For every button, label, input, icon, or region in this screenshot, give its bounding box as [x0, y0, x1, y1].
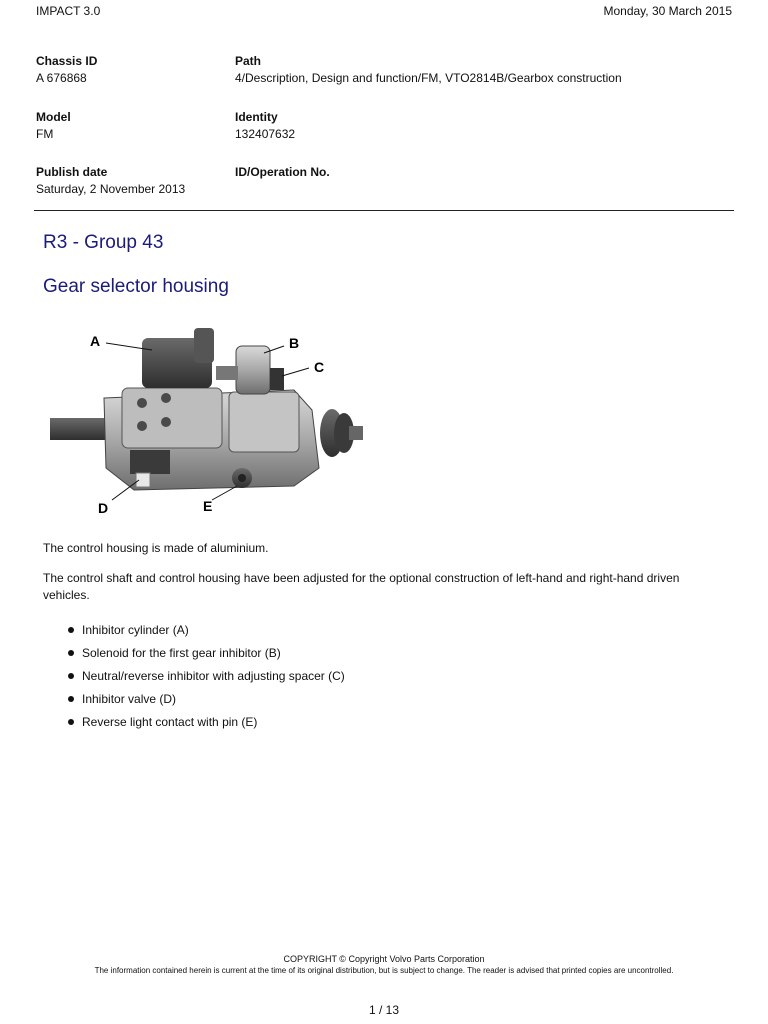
page-number: 1 / 13	[368, 1003, 400, 1017]
bullet-icon	[68, 696, 74, 702]
label-d: D	[98, 500, 109, 516]
operation-block	[235, 165, 330, 182]
list-item: Neutral/reverse inhibitor with adjusting spacer (C)	[68, 666, 345, 689]
list-item: Inhibitor valve (D)	[68, 689, 345, 712]
header-divider	[34, 210, 734, 211]
publish-date-block	[36, 165, 185, 196]
copyright-notice: COPYRIGHT © Copyright Volvo Parts Corporation	[283, 954, 485, 964]
identity-label: Identity	[235, 110, 278, 124]
bullet-icon	[68, 719, 74, 725]
chassis-id-value: A 676868	[36, 71, 87, 85]
list-item: Reverse light contact with pin (E)	[68, 712, 345, 735]
control-shaft-shape	[50, 418, 110, 440]
component-list	[68, 620, 345, 735]
list-item: Inhibitor cylinder (A)	[68, 620, 345, 643]
app-name: IMPACT 3.0	[36, 4, 101, 18]
identity-block	[235, 110, 295, 141]
print-date: Monday, 30 March 2015	[603, 4, 732, 18]
disclaimer: The information contained herein is current at the time of its original distribution, but is subject to change. The reader is advised that printed copies are uncontrolled.	[94, 966, 674, 975]
page-title: Gear selector housing	[43, 276, 229, 297]
path-block	[235, 54, 622, 85]
paragraph-adjustment: The control shaft and control housing have been adjusted for the optional construction of left-hand and right-hand driven vehicles.	[43, 571, 680, 602]
path-value: 4/Description, Design and function/FM, VTO2814B/Gearbox construction	[235, 71, 622, 85]
label-c: C	[314, 359, 325, 375]
model-label: Model	[36, 110, 71, 124]
gear-selector-housing-image	[44, 318, 374, 523]
bullet-icon	[68, 650, 74, 656]
paragraph-material: The control housing is made of aluminium.	[43, 541, 269, 555]
page-header	[36, 4, 732, 20]
group-heading: R3 - Group 43	[43, 232, 164, 253]
label-b: B	[289, 335, 300, 351]
chassis-id-label: Chassis ID	[36, 54, 98, 68]
inhibitor-valve-shape	[130, 450, 170, 474]
path-label: Path	[235, 54, 262, 68]
publish-date-label: Publish date	[36, 165, 108, 179]
publish-date-value: Saturday, 2 November 2013	[36, 182, 186, 196]
neutral-reverse-inhibitor-shape	[270, 368, 284, 390]
cover-plate-shape	[122, 388, 222, 448]
bullet-icon	[68, 627, 74, 633]
model-value: FM	[36, 127, 54, 141]
chassis-id-block	[36, 54, 97, 85]
model-block	[36, 110, 71, 141]
label-a: A	[90, 333, 101, 349]
identity-value: 132407632	[235, 127, 296, 141]
operation-label: ID/Operation No.	[235, 165, 330, 179]
bullet-icon	[68, 673, 74, 679]
label-e: E	[203, 498, 213, 514]
list-item: Solenoid for the first gear inhibitor (B)	[68, 643, 345, 666]
